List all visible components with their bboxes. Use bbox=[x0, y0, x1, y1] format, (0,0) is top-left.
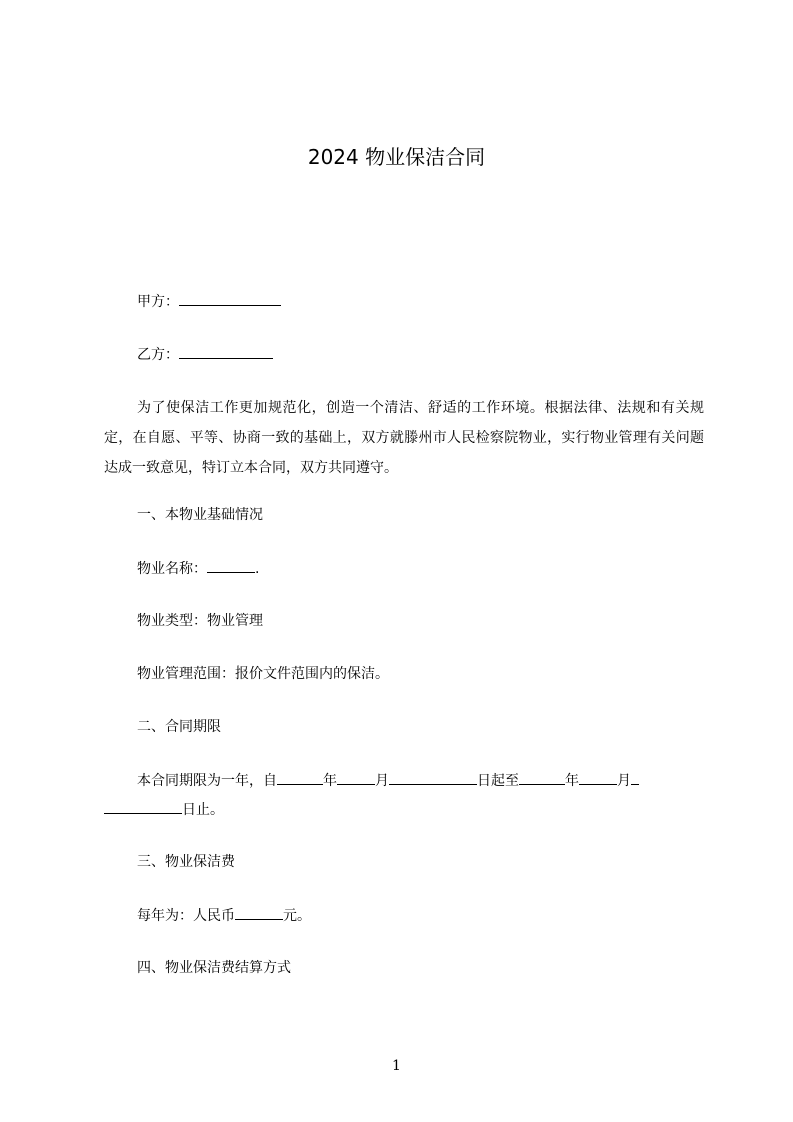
property-name-line bbox=[137, 558, 259, 579]
term-day-2-blank-a bbox=[631, 770, 639, 785]
term-month-2-blank bbox=[579, 770, 617, 785]
property-name-blank bbox=[207, 558, 255, 573]
term-line-1 bbox=[137, 770, 639, 791]
property-type-line: 物业类型：物业管理 bbox=[137, 613, 263, 629]
section-2-heading: 二、合同期限 bbox=[137, 719, 221, 735]
party-a-line bbox=[137, 291, 281, 312]
term-day-blank bbox=[389, 770, 477, 785]
section-3-heading: 三、物业保洁费 bbox=[137, 854, 235, 870]
section-4-heading: 四、物业保洁费结算方式 bbox=[137, 960, 291, 976]
property-scope-line: 物业管理范围：报价文件范围内的保洁。 bbox=[137, 666, 389, 682]
term-text-start: 本合同期限为一年，自 bbox=[137, 773, 277, 789]
document-title: 2024 物业保洁合同 bbox=[307, 145, 486, 169]
party-a-blank bbox=[179, 291, 281, 306]
property-name-suffix: . bbox=[255, 561, 260, 577]
party-a-label: 甲方： bbox=[137, 294, 179, 310]
term-day-2-blank-b bbox=[104, 799, 182, 814]
section-1-heading: 一、本物业基础情况 bbox=[137, 507, 263, 523]
intro-paragraph: 为了使保洁工作更加规范化，创造一个清洁、舒适的工作环境。根据法律、法规和有关规定，在自愿、平等、协商一致的基础上，双方就滕州市人民检察院物业，实行物业管理有关问题达成一致意见，特订立本合同，双方共同遵守。 bbox=[104, 400, 704, 476]
term-year-label: 年 bbox=[323, 773, 337, 789]
term-month-blank bbox=[337, 770, 375, 785]
party-b-line bbox=[137, 344, 273, 365]
annual-fee-label: 每年为：人民币 bbox=[137, 908, 235, 924]
term-year-2-label: 年 bbox=[565, 773, 579, 789]
term-end-label: 日止。 bbox=[182, 802, 224, 818]
page-number: 1 bbox=[392, 1058, 401, 1074]
term-month-2-label: 月 bbox=[617, 773, 631, 789]
party-b-blank bbox=[179, 344, 273, 359]
annual-fee-line bbox=[137, 905, 311, 926]
term-line-2 bbox=[104, 799, 224, 820]
term-month-label: 月 bbox=[375, 773, 389, 789]
term-year-blank bbox=[277, 770, 323, 785]
term-day-from-label: 日起至 bbox=[477, 773, 519, 789]
property-name-label: 物业名称： bbox=[137, 561, 207, 577]
annual-fee-blank bbox=[235, 905, 283, 920]
annual-fee-unit: 元。 bbox=[283, 908, 311, 924]
term-year-2-blank bbox=[519, 770, 565, 785]
party-b-label: 乙方： bbox=[137, 347, 179, 363]
